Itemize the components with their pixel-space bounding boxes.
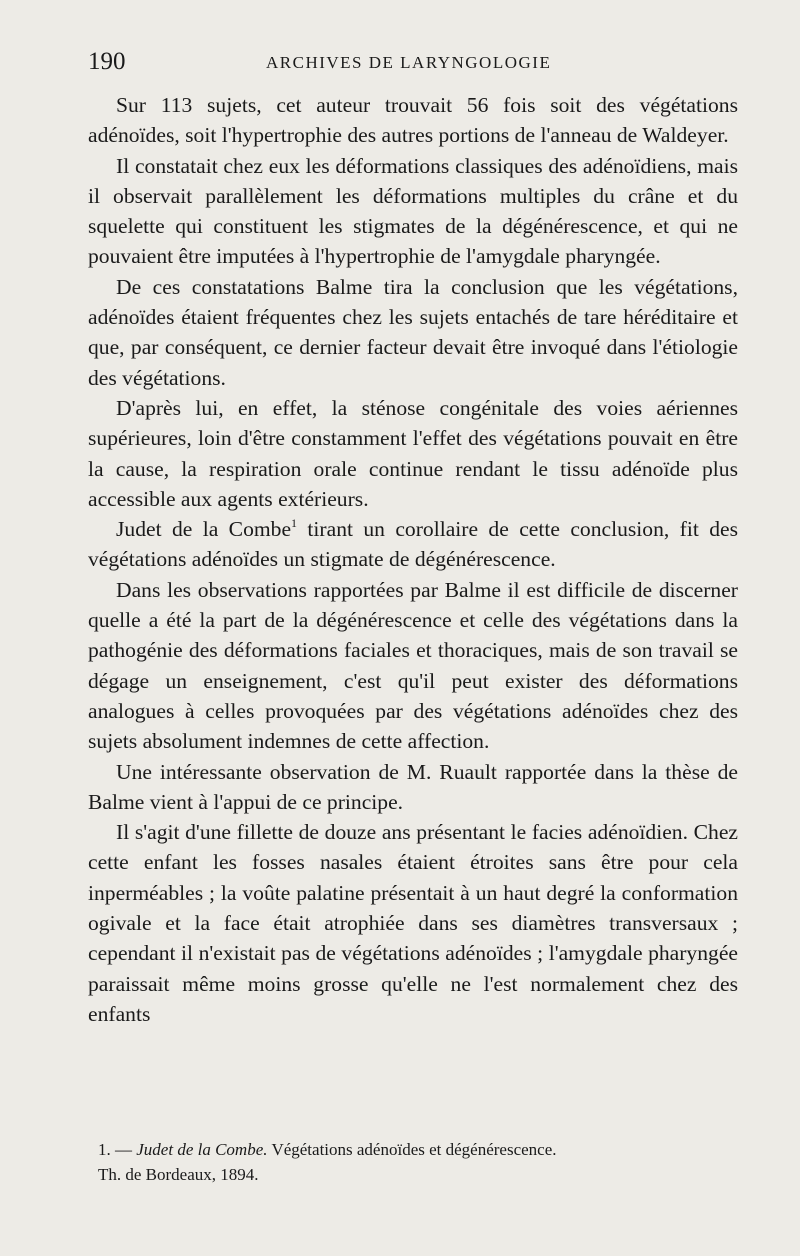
page-number: 190 [88, 48, 126, 75]
page-header [88, 48, 742, 76]
paragraph: Dans les observations rapportées par Balme il est difficile de discerner quelle a été la part de la dégénérescence et celle des végétations dans la pathogénie des déformations faciales et thoraciques, mais de son travail se dégage un enseignement, c'est qu'il peut exister des déformations analogues à celles provoquées par des végétations adénoïdes chez des sujets absolument indemnes de cette affection. [88, 577, 738, 754]
footnote-reference-line: Th. de Bordeaux, 1894. [98, 1165, 259, 1184]
footnote [98, 1137, 738, 1187]
footnote-line [98, 1137, 738, 1162]
running-title: ARCHIVES DE LARYNGOLOGIE [266, 53, 552, 72]
paragraph: Une intéressante observation de M. Ruault rapportée dans la thèse de Balme vient à l'appui de ce principe. [88, 759, 738, 814]
paragraph-text: tirant un corollaire de cette conclusion, fit des végétations adénoïdes un stigmate de dégénérescence. [88, 517, 738, 572]
paragraph: De ces constatations Balme tira la conclusion que les végétations, adénoïdes étaient fréquentes chez les sujets entachés de tare héréditaire et que, par conséquent, ce dernier facteur devait être invoqué dans l'étiologie des végétations. [88, 274, 738, 390]
footnote-number: 1. [98, 1140, 111, 1159]
paragraph: Sur 113 sujets, cet auteur trouvait 56 fois soit des végétations adénoïdes, soit l'hypertrophie des autres portions de l'anneau de Waldeyer. [88, 93, 738, 148]
paragraph [88, 514, 738, 575]
footnote-author: Judet de la Combe. [136, 1140, 268, 1159]
footnote-title: Végétations adénoïdes et dégénérescence. [267, 1140, 557, 1159]
footnote-reference[interactable]: 1 [291, 516, 298, 531]
paragraph: Il s'agit d'une fillette de douze ans présentant le facies adénoïdien. Chez cette enfant les fosses nasales étaient étroites sans être pour cela inperméables ; la voûte palatine présentait à un haut degré la conformation ogivale et la face était atrophiée dans ses diamètres transversaux ; cependant il n'existait pas de végétations adénoïdes ; l'amygdale pharyngée paraissait même moins grosse qu'elle ne l'est normalement chez des enfants [88, 820, 738, 1026]
paragraph-text: Judet de la Combe [116, 517, 292, 542]
body-text [88, 90, 738, 1029]
paragraph: Il constatait chez eux les déformations classiques des adénoïdiens, mais il observait parallèlement les déformations multiples du crâne et du squelette qui constituent les stigmates de la dégénérescence, et qui ne pouvaient être imputées à l'hypertrophie de l'amygdale pharyngée. [88, 153, 738, 269]
footnote-dash: — [110, 1140, 137, 1159]
paragraph: D'après lui, en effet, la sténose congénitale des voies aériennes supérieures, loin d'être constamment l'effet des végétations pouvait en être la cause, la respiration orale continue rendant le tissu adénoïde plus accessible aux agents extérieurs. [88, 395, 738, 511]
